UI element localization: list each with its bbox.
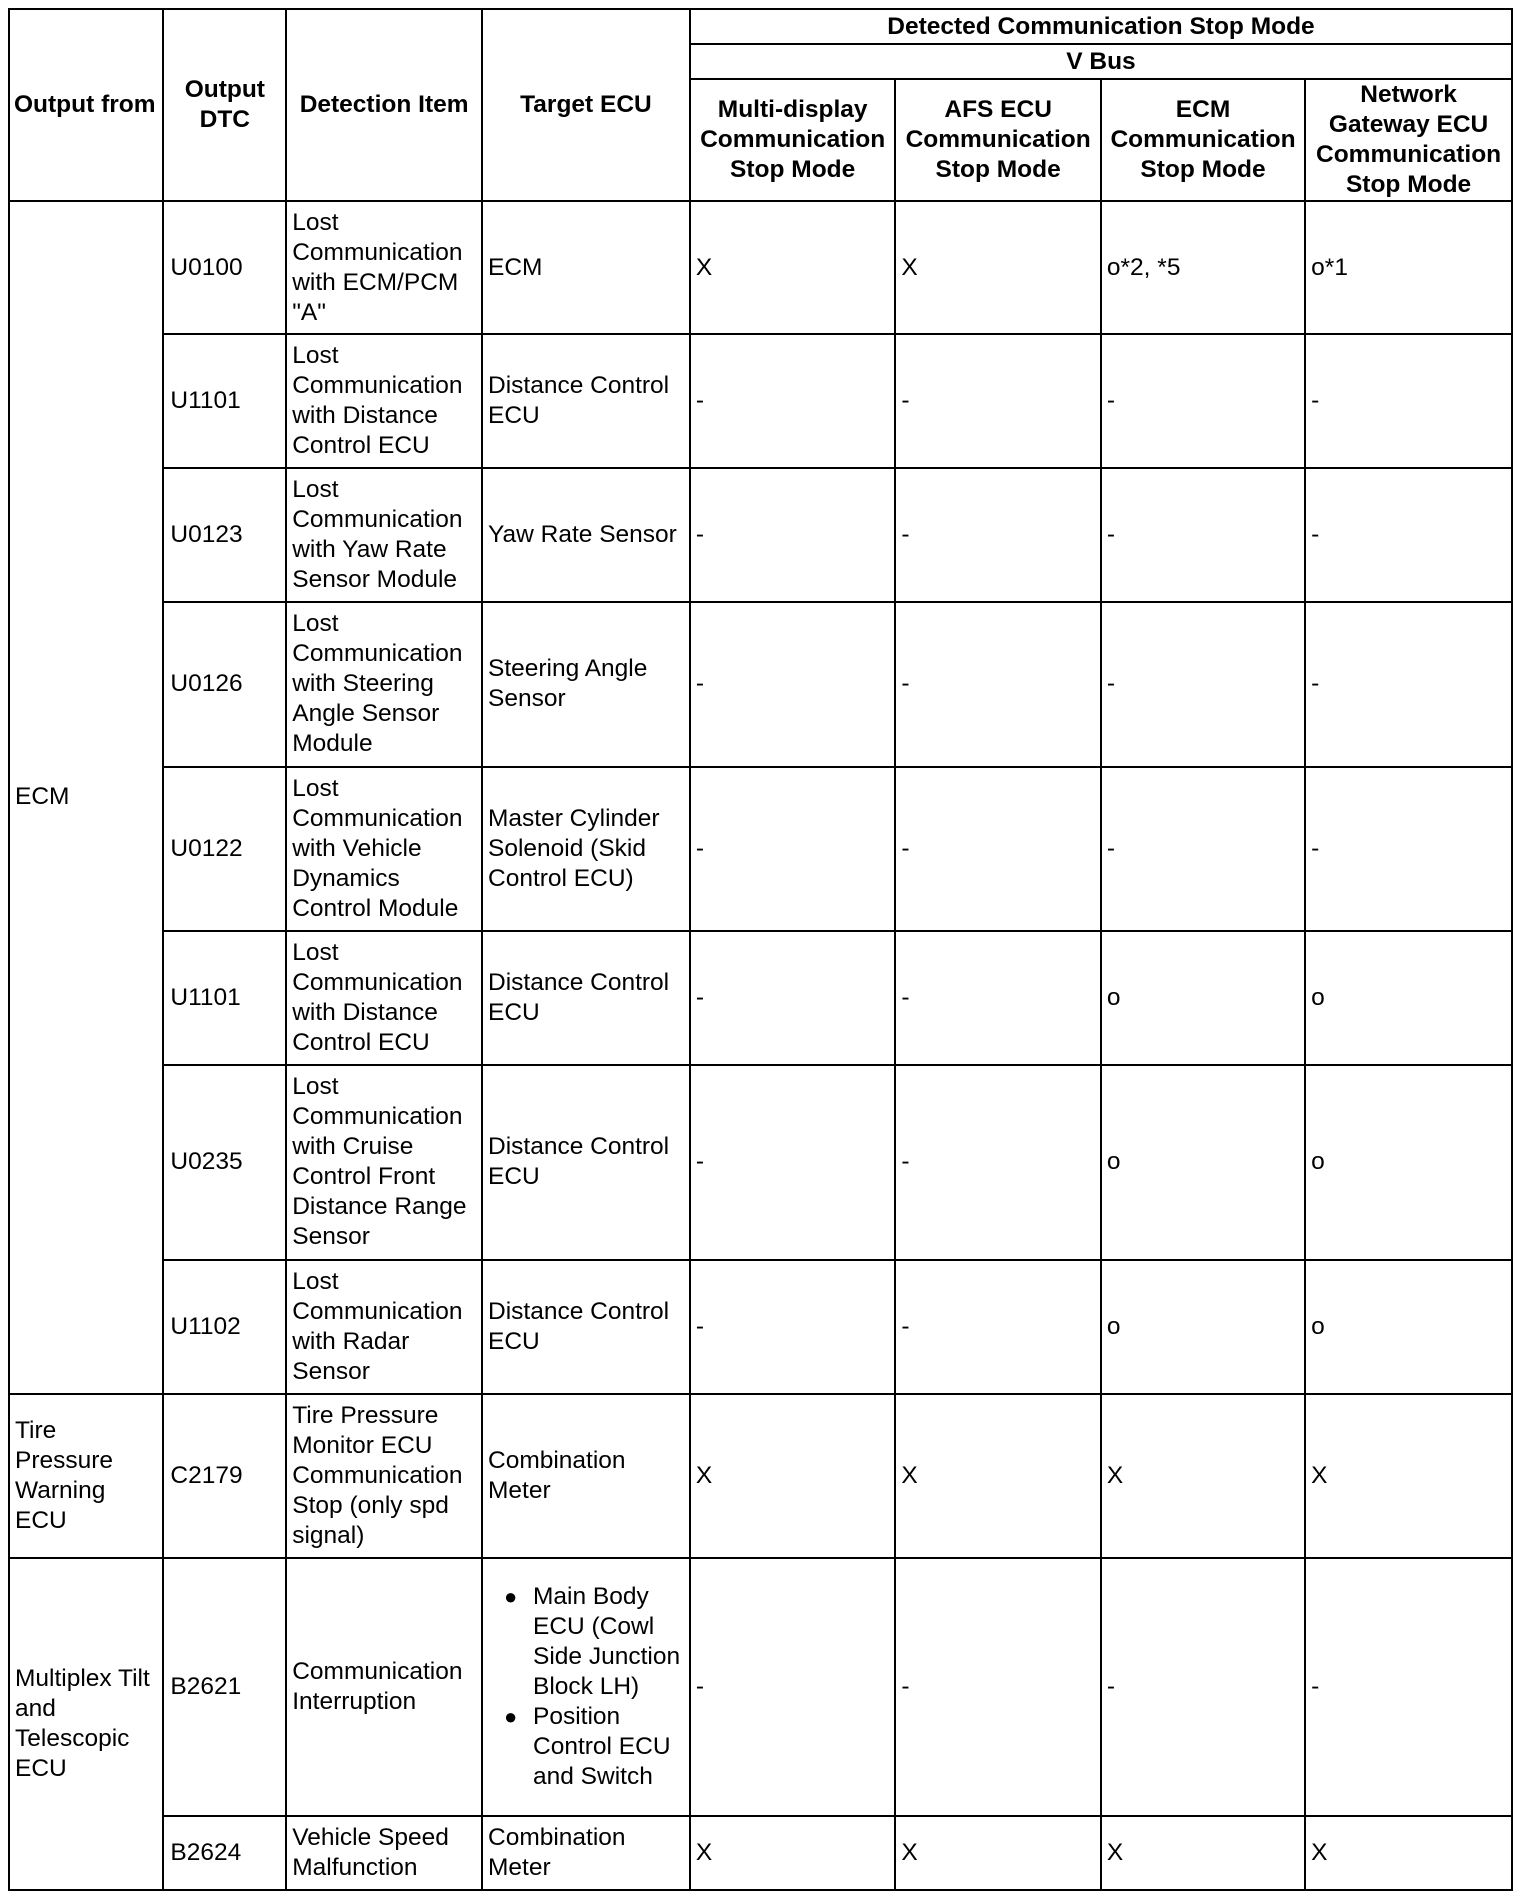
target-ecu: Combination Meter [482, 1394, 690, 1558]
table-row [9, 201, 1512, 334]
afs-ecu-value: - [895, 1558, 1100, 1816]
dtc-code: U0100 [163, 201, 286, 334]
header-network-gateway-stop-mode: Network Gateway ECU Communication Stop Mode [1305, 79, 1512, 201]
detection-item: Lost Communication with Distance Control ECU [286, 334, 482, 468]
ecm-value: o*2, *5 [1101, 201, 1305, 334]
output-from-cell: ECM [9, 201, 163, 1394]
target-ecu: Combination Meter [482, 1816, 690, 1890]
header-output-from: Output from [9, 9, 163, 201]
table-row [9, 767, 1512, 931]
gateway-value: - [1305, 468, 1512, 602]
header-detected-communication-stop-mode: Detected Communication Stop Mode [690, 9, 1512, 44]
detection-item: Lost Communication with Steering Angle Sensor Module [286, 602, 482, 766]
dtc-code: U0122 [163, 767, 286, 931]
table-row [9, 1558, 1512, 1816]
afs-ecu-value: X [895, 1394, 1100, 1558]
header-afs-ecu-stop-mode: AFS ECU Communication Stop Mode [895, 79, 1100, 201]
header-v-bus: V Bus [690, 44, 1512, 79]
multi-display-value: - [690, 1260, 895, 1394]
dtc-code: B2621 [163, 1558, 286, 1816]
output-from-cell: Multiplex Tilt and Telescopic ECU [9, 1558, 163, 1890]
table-row [9, 1394, 1512, 1558]
dtc-code: U0123 [163, 468, 286, 602]
dtc-code: U1101 [163, 334, 286, 468]
ecm-value: - [1101, 767, 1305, 931]
dtc-code: U0235 [163, 1065, 286, 1260]
ecm-value: - [1101, 468, 1305, 602]
multi-display-value: - [690, 334, 895, 468]
dtc-communication-table [8, 8, 1513, 1891]
detection-item: Communication Interruption [286, 1558, 482, 1816]
table-row [9, 1260, 1512, 1394]
afs-ecu-value: - [895, 468, 1100, 602]
target-ecu: Distance Control ECU [482, 931, 690, 1065]
afs-ecu-value: - [895, 767, 1100, 931]
detection-item: Lost Communication with Radar Sensor [286, 1260, 482, 1394]
target-ecu-list [482, 1558, 690, 1816]
afs-ecu-value: X [895, 201, 1100, 334]
multi-display-value: X [690, 201, 895, 334]
table-row [9, 602, 1512, 766]
dtc-code: U1102 [163, 1260, 286, 1394]
ecm-value: o [1101, 931, 1305, 1065]
detection-item: Tire Pressure Monitor ECU Communication Stop (only spd signal) [286, 1394, 482, 1558]
table-row [9, 468, 1512, 602]
multi-display-value: - [690, 767, 895, 931]
dtc-code: U1101 [163, 931, 286, 1065]
gateway-value: o [1305, 931, 1512, 1065]
dtc-code: B2624 [163, 1816, 286, 1890]
table-row [9, 931, 1512, 1065]
multi-display-value: - [690, 1558, 895, 1816]
afs-ecu-value: - [895, 1260, 1100, 1394]
gateway-value: - [1305, 1558, 1512, 1816]
afs-ecu-value: - [895, 602, 1100, 766]
target-ecu: Yaw Rate Sensor [482, 468, 690, 602]
multi-display-value: - [690, 468, 895, 602]
target-ecu: Distance Control ECU [482, 1065, 690, 1260]
gateway-value: o*1 [1305, 201, 1512, 334]
gateway-value: - [1305, 602, 1512, 766]
gateway-value: o [1305, 1260, 1512, 1394]
target-ecu: Steering Angle Sensor [482, 602, 690, 766]
detection-item: Lost Communication with Cruise Control Front Distance Range Sensor [286, 1065, 482, 1260]
multi-display-value: X [690, 1816, 895, 1890]
header-target-ecu: Target ECU [482, 9, 690, 201]
afs-ecu-value: - [895, 334, 1100, 468]
header-multi-display-stop-mode: Multi-display Communication Stop Mode [690, 79, 895, 201]
ecm-value: - [1101, 334, 1305, 468]
table-row [9, 334, 1512, 468]
multi-display-value: X [690, 1394, 895, 1558]
target-ecu: ECM [482, 201, 690, 334]
gateway-value: - [1305, 767, 1512, 931]
ecm-value: - [1101, 602, 1305, 766]
header-detection-item: Detection Item [286, 9, 482, 201]
list-item: ● Main Body ECU (Cowl Side Junction Block LH) [488, 1582, 684, 1702]
detection-item: Lost Communication with Yaw Rate Sensor Module [286, 468, 482, 602]
multi-display-value: - [690, 1065, 895, 1260]
ecm-value: X [1101, 1394, 1305, 1558]
gateway-value: X [1305, 1816, 1512, 1890]
gateway-value: o [1305, 1065, 1512, 1260]
multi-display-value: - [690, 602, 895, 766]
header-ecm-stop-mode: ECM Communication Stop Mode [1101, 79, 1305, 201]
target-ecu-bullet-list [488, 1582, 684, 1792]
ecm-value: - [1101, 1558, 1305, 1816]
table-row [9, 1065, 1512, 1260]
ecm-value: o [1101, 1260, 1305, 1394]
detection-item: Lost Communication with ECM/PCM "A" [286, 201, 482, 334]
target-ecu: Distance Control ECU [482, 334, 690, 468]
ecm-value: o [1101, 1065, 1305, 1260]
header-output-dtc: Output DTC [163, 9, 286, 201]
afs-ecu-value: X [895, 1816, 1100, 1890]
target-ecu: Master Cylinder Solenoid (Skid Control ECU) [482, 767, 690, 931]
gateway-value: X [1305, 1394, 1512, 1558]
multi-display-value: - [690, 931, 895, 1065]
detection-item: Vehicle Speed Malfunction [286, 1816, 482, 1890]
table-row [9, 1816, 1512, 1890]
afs-ecu-value: - [895, 1065, 1100, 1260]
list-item: ● Position Control ECU and Switch [488, 1702, 684, 1792]
ecm-value: X [1101, 1816, 1305, 1890]
detection-item: Lost Communication with Vehicle Dynamics Control Module [286, 767, 482, 931]
dtc-code: C2179 [163, 1394, 286, 1558]
target-ecu: Distance Control ECU [482, 1260, 690, 1394]
dtc-code: U0126 [163, 602, 286, 766]
afs-ecu-value: - [895, 931, 1100, 1065]
output-from-cell: Tire Pressure Warning ECU [9, 1394, 163, 1558]
gateway-value: - [1305, 334, 1512, 468]
detection-item: Lost Communication with Distance Control ECU [286, 931, 482, 1065]
